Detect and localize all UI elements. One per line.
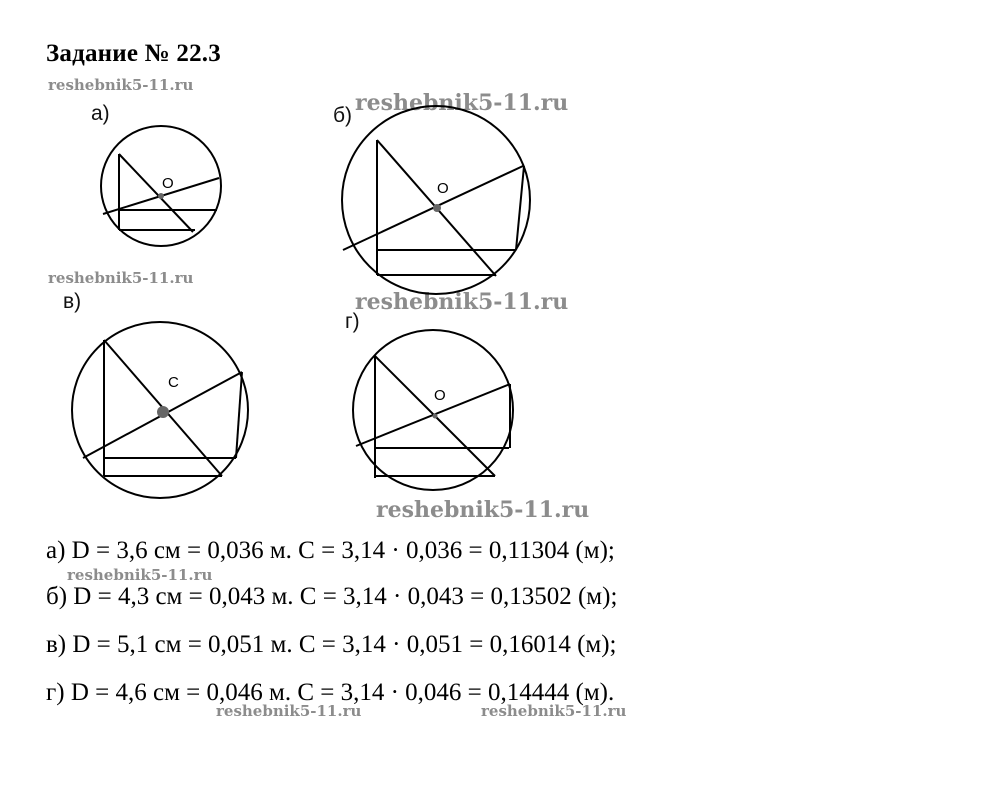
center-label: O — [434, 387, 446, 404]
center-label: O — [437, 180, 449, 197]
watermark: reshebnik5-11.ru — [376, 497, 590, 523]
answer-line-a: а) D = 3,6 см = 0,036 м. C = 3,14 · 0,036 = 0,11304 (м); — [46, 537, 615, 564]
figure-label-g: г) — [345, 310, 360, 333]
watermark: reshebnik5-11.ru — [48, 76, 194, 94]
center-label: C — [168, 374, 179, 391]
figure-label-b: б) — [333, 104, 353, 127]
answer-line-v: в) D = 5,1 см = 0,051 м. C = 3,14 · 0,051 = 0,16014 (м); — [46, 631, 617, 658]
watermark: reshebnik5-11.ru — [481, 702, 627, 720]
figure-label-a: а) — [91, 102, 110, 125]
watermark: reshebnik5-11.ru — [48, 269, 194, 287]
task-title: Задание № 22.3 — [46, 40, 221, 67]
watermark: reshebnik5-11.ru — [67, 566, 213, 584]
watermark: reshebnik5-11.ru — [355, 90, 569, 116]
answer-line-b: б) D = 4,3 см = 0,043 м. C = 3,14 · 0,043 = 0,13502 (м); — [46, 583, 618, 610]
center-label: O — [162, 175, 174, 192]
answer-line-g: г) D = 4,6 см = 0,046 м. C = 3,14 · 0,046 = 0,14444 (м). — [46, 679, 615, 706]
figure-label-v: в) — [63, 290, 82, 313]
watermark: reshebnik5-11.ru — [355, 289, 569, 315]
watermark: reshebnik5-11.ru — [216, 702, 362, 720]
